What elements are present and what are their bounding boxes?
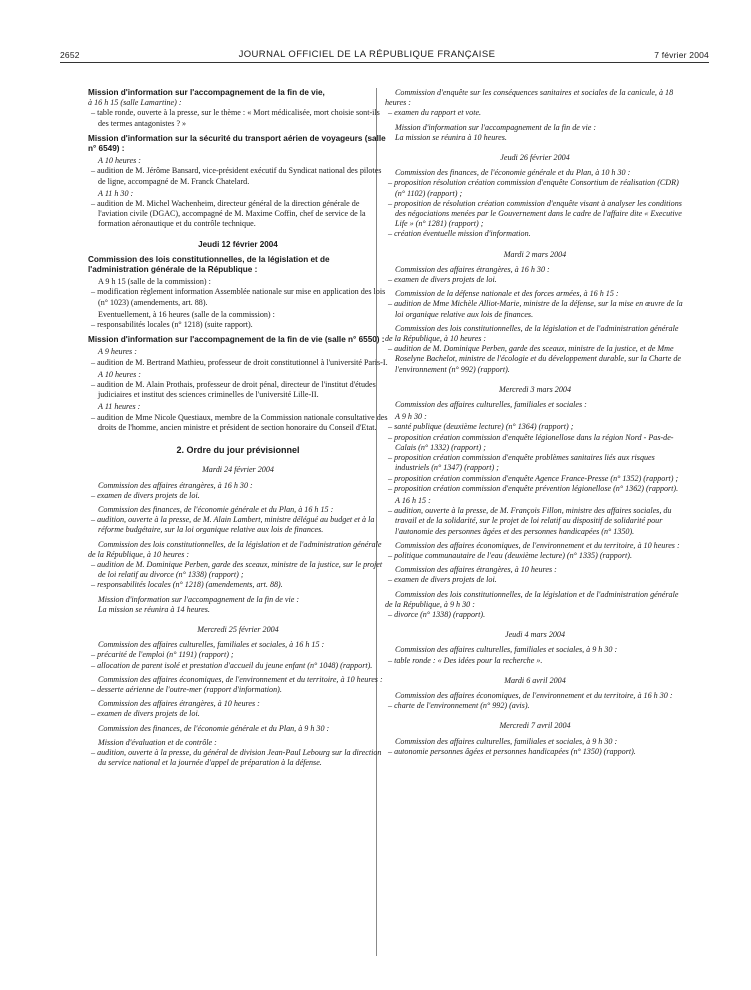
date-heading: Mardi 2 mars 2004 bbox=[503, 249, 567, 259]
agenda-item: – examen du rapport et vote. bbox=[388, 108, 482, 118]
agenda-item: – examen de divers projets de loi. bbox=[91, 490, 200, 500]
committee-line: Commission des finances, de l'économie générale et du Plan, à 10 h 30 : bbox=[395, 168, 631, 178]
committee-line: Mission d'information sur l'accompagnement de la fin de vie : bbox=[98, 594, 300, 604]
header-rule bbox=[60, 62, 709, 63]
committee-line: Commission des lois constitutionnelles, de la législation et de l'administration générale de la République, à 10 heures : bbox=[385, 323, 679, 344]
committee-line: Commission des affaires étrangères, à 16 h 30 : bbox=[98, 480, 253, 490]
agenda-item: – autonomie personnes âgées et personnes handicapées (n° 1350) (rapport). bbox=[388, 746, 636, 756]
time-slot: A 11 h 30 : bbox=[98, 188, 134, 198]
agenda-item: – création éventuelle mission d'information. bbox=[388, 229, 531, 239]
committee-line: Commission des finances, de l'économie générale et du Plan, à 9 h 30 : bbox=[98, 723, 330, 733]
agenda-item: – examen de divers projets de loi. bbox=[388, 275, 497, 285]
agenda-item: – politique communautaire de l'eau (deuxième lecture) (n° 1335) (rapport). bbox=[388, 550, 632, 560]
time-slot: Eventuellement, à 16 heures (salle de la commission) : bbox=[98, 309, 275, 319]
agenda-item: – charte de l'environnement (n° 992) (avis). bbox=[388, 701, 530, 711]
committee-line: Commission d'enquête sur les conséquences sanitaires et sociales de la canicule, à 18 heures : bbox=[385, 88, 674, 108]
agenda-item: – table ronde : « Des idées pour la recherche ». bbox=[388, 655, 543, 665]
date-heading: Mardi 24 février 2004 bbox=[202, 465, 274, 475]
block-title: Mission d'information sur l'accompagnement de la fin de vie, bbox=[88, 88, 325, 97]
committee-line: Commission des affaires étrangères, à 10 heures : bbox=[395, 565, 557, 575]
committee-line: Commission des affaires économiques, de l'environnement et du territoire, à 10 heures : bbox=[98, 674, 383, 684]
right-column bbox=[385, 88, 685, 757]
page-number: 2652 bbox=[60, 50, 80, 60]
date-heading: Mercredi 7 avril 2004 bbox=[499, 721, 571, 731]
committee-line: Commission des affaires culturelles, familiales et sociales : bbox=[395, 400, 587, 410]
agenda-item: – audition de Mme Nicole Questiaux, membre de la Commission nationale consultative des droits de l'homme, ancien ministre et président de section honoraire du Conseil d'Etat. bbox=[91, 412, 388, 432]
date-heading: Jeudi 26 février 2004 bbox=[500, 153, 570, 163]
agenda-item: – audition, ouverte à la presse, de M. François Fillon, ministre des affaires sociales, du travail et de la solidarité, sur le projet de loi relatif au dispositif de solidarité pour l'autonomie des personnes âgées et des personnes handicapées (n° 1350). bbox=[388, 506, 672, 536]
journal-title: JOURNAL OFFICIEL DE LA RÉPUBLIQUE FRANÇAISE bbox=[238, 49, 496, 60]
time-slot: A 9 h 15 (salle de la commission) : bbox=[98, 277, 211, 287]
agenda-item: – responsabilités locales (n° 1218) (amendements, art. 88). bbox=[91, 580, 283, 590]
block-title: Mission d'information sur la sécurité du transport aérien de voyageurs (salle n° 6549) : bbox=[88, 133, 386, 154]
agenda-item: – proposition résolution création commission d'enquête Consortium de réalisation (CDR) (n° 1102) (rapport) ; bbox=[388, 178, 679, 198]
date-heading: Jeudi 12 février 2004 bbox=[198, 239, 278, 249]
date-heading: Mercredi 25 février 2004 bbox=[197, 624, 279, 634]
block-title: Mission d'information sur l'accompagnement de la fin de vie (salle n° 6550) : bbox=[88, 335, 385, 345]
time-slot: A 9 heures : bbox=[98, 347, 137, 357]
agenda-item: – audition de M. Michel Wachenheim, directeur général de la direction générale de l'aviation civile (DGAC), accompagné de M. Maxime Coffin, chef de service de la formation aéronautique et du contrôle technique. bbox=[91, 199, 366, 229]
agenda-item: – audition de M. Bertrand Mathieu, professeur de droit constitutionnel à l'université Paris-I. bbox=[91, 357, 388, 367]
committee-line: Mission d'évaluation et de contrôle : bbox=[98, 737, 217, 747]
agenda-item: – examen de divers projets de loi. bbox=[91, 709, 200, 719]
agenda-item: – proposition création commission d'enquête Agence France-Presse (n° 1352) (rapport) ; bbox=[388, 473, 679, 483]
agenda-item: – audition de Mme Michèle Alliot-Marie, ministre de la défense, sur la mise en œuvre de la loi organique relative aux lois de finances. bbox=[388, 299, 683, 319]
agenda-item: – responsabilités locales (n° 1218) (suite rapport). bbox=[91, 320, 253, 330]
committee-line: Commission des affaires culturelles, familiales et sociales, à 9 h 30 : bbox=[395, 736, 618, 746]
time-slot: A 11 heures : bbox=[98, 402, 141, 412]
agenda-item: – modification règlement information Assemblée nationale sur mise en application des lois (n° 1023) (amendements, art. 88). bbox=[91, 287, 386, 307]
left-column bbox=[88, 88, 388, 768]
section-heading: 2. Ordre du jour prévisionnel bbox=[176, 445, 300, 456]
committee-line: Commission des affaires culturelles, familiales et sociales, à 16 h 15 : bbox=[98, 640, 325, 650]
agenda-item: – proposition création commission d'enquête légionellose dans la région Nord - Pas-de-Calais (n° 1332) (rapport) ; bbox=[388, 432, 674, 452]
agenda-item: – divorce (n° 1338) (rapport). bbox=[388, 609, 486, 619]
agenda-item: – audition de M. Dominique Perben, garde des sceaux, ministre de la justice, sur le projet de loi relatif au divorce (n° 1338) (rapport) ; bbox=[91, 559, 383, 580]
agenda-item: – santé publique (deuxième lecture) (n° 1364) (rapport) ; bbox=[388, 422, 574, 432]
date-heading: Mardi 6 avril 2004 bbox=[504, 675, 566, 685]
agenda-item: – audition de M. Alain Prothais, professeur de droit pénal, directeur de l'institut d'études judiciaires et institut des sciences criminelles de l'université Lille-II. bbox=[91, 380, 376, 400]
committee-line: Commission des affaires étrangères, à 16 h 30 : bbox=[395, 264, 550, 274]
agenda-item: – précarité de l'emploi (n° 1191) (rapport) ; bbox=[91, 650, 234, 660]
time-slot: à 16 h 15 (salle Lamartine) : bbox=[88, 98, 182, 108]
block-title: Commission des lois constitutionnelles, de la législation et de l'administration générale de la République : bbox=[88, 254, 330, 275]
committee-line: Commission de la défense nationale et des forces armées, à 16 h 15 : bbox=[395, 289, 619, 299]
committee-line: Commission des affaires culturelles, familiales et sociales, à 9 h 30 : bbox=[395, 645, 618, 655]
date-heading: Jeudi 4 mars 2004 bbox=[504, 630, 566, 640]
date-heading: Mercredi 3 mars 2004 bbox=[498, 384, 571, 394]
committee-line: Commission des lois constitutionnelles, de la législation et de l'administration générale de la République, à 9 h 30 : bbox=[385, 589, 679, 609]
agenda-item: – proposition création commission d'enquête problèmes sanitaires liés aux risques industriels (n° 1347) (rapport) ; bbox=[388, 453, 655, 473]
agenda-item: – audition de M. Jérôme Bansard, vice-président exécutif du Syndicat national des pilotes de ligne, accompagné de M. Franck Chatelard. bbox=[91, 166, 382, 186]
time-slot: A 16 h 15 : bbox=[395, 495, 431, 505]
agenda-item: – proposition de résolution création commission d'enquête visant à analyser les conditions des négociations menées par le Gouvernement dans le cadre de l'affaire dite « Executive Life » (n° 1281) (rapport) ; bbox=[388, 198, 682, 229]
committee-line: Commission des finances, de l'économie générale et du Plan, à 16 h 15 : bbox=[98, 504, 334, 514]
agenda-item: – allocation de parent isolé et prestation d'accueil du jeune enfant (n° 1048) (rapport). bbox=[91, 660, 373, 670]
agenda-item: – audition, ouverte à la presse, de M. Alain Lambert, ministre délégué au budget et à la réforme budgétaire, sur la loi organique relative aux lois de finances. bbox=[91, 515, 375, 535]
page-header bbox=[60, 46, 709, 60]
agenda-item: – audition, ouverte à la presse, du général de division Jean-Paul Lebourg sur la direction du service national et la journée d'appel de préparation à la défense. bbox=[91, 747, 382, 768]
time-slot: A 10 heures : bbox=[98, 156, 141, 166]
committee-line: Commission des affaires étrangères, à 10 heures : bbox=[98, 699, 260, 709]
committee-line: Commission des affaires économiques, de l'environnement et du territoire, à 10 heures : bbox=[395, 540, 680, 550]
agenda-item: La mission se réunira à 14 heures. bbox=[98, 604, 210, 614]
agenda-item: La mission se réunira à 10 heures. bbox=[395, 132, 507, 142]
agenda-item: – proposition création commission d'enquête prévention légionellose (n° 1362) (rapport). bbox=[388, 483, 679, 493]
issue-date: 7 février 2004 bbox=[654, 50, 709, 60]
agenda-item: – desserte aérienne de l'outre-mer (rapport d'information). bbox=[91, 684, 282, 694]
agenda-item: – table ronde, ouverte à la presse, sur le thème : « Mort médicalisée, mort choisie sont-ils des termes antagonistes ? » bbox=[91, 108, 380, 128]
agenda-item: – examen de divers projets de loi. bbox=[388, 575, 497, 585]
time-slot: A 10 heures : bbox=[98, 369, 141, 379]
committee-line: Commission des lois constitutionnelles, de la législation et de l'administration générale de la République, à 10 heures : bbox=[88, 539, 382, 559]
agenda-item: – audition de M. Dominique Perben, garde des sceaux, ministre de la justice, et de Mme Roselyne Bachelot, ministre de l'écologie et du développement durable, sur la Charte de l'environnement (n° 992) (rapport). bbox=[388, 344, 681, 374]
time-slot: A 9 h 30 : bbox=[395, 412, 427, 422]
committee-line: Commission des affaires économiques, de l'environnement et du territoire, à 16 h 30 : bbox=[395, 690, 673, 700]
committee-line: Mission d'information sur l'accompagnement de la fin de vie : bbox=[395, 122, 597, 132]
